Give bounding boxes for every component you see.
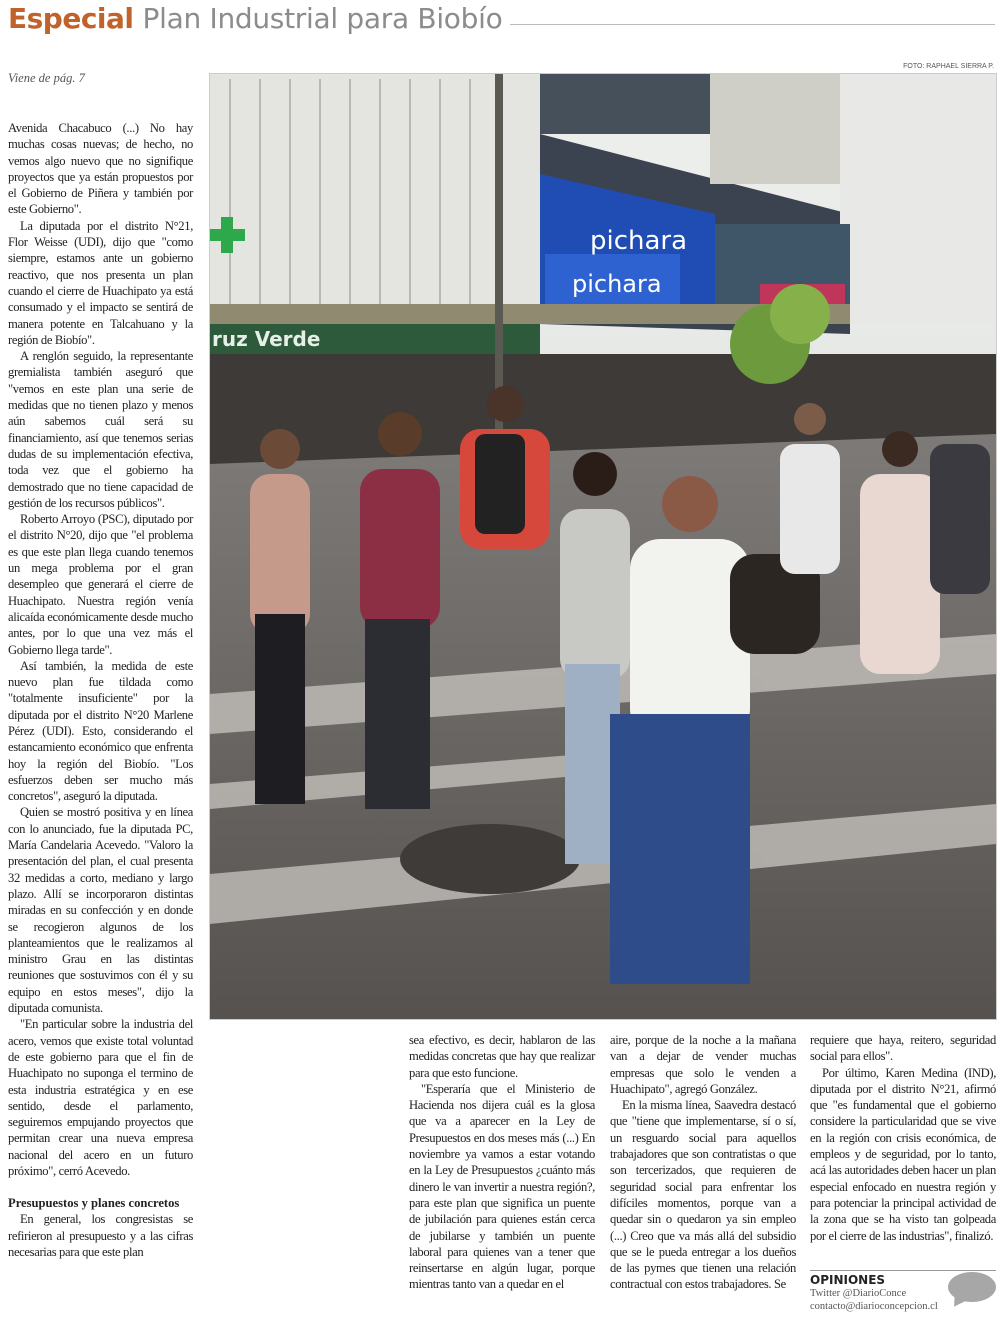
paragraph: sea efectivo, es decir, hablaron de las medidas concretas que hay que realizar para que esto funcione. [409, 1033, 595, 1080]
paragraph: "Esperaría que el Ministerio de Hacienda nos dijera cuál es la glosa que va a aparecer en la Ley de Presupuestos en dos meses más (...) En noviembre ya vamos a estar votando en la Ley de Presupuestos ¿cuánto más dinero le van invertir a nuestra región?, para este plan que significa un puente de jubilación para quienes están cerca de jubilarse y también un puente laboral para quienes van a tener que reinsertarse en algún lugar, porque mientras tanto van a quedar en el [409, 1081, 595, 1292]
section-kicker: Especial [8, 2, 134, 35]
paragraph: Roberto Arroyo (PSC), diputado por el distrito N°20, dijo que "el problema es que este plan llega cuando tenemos un mega problema por el gran desempleo que generará el cierre de Huachipato. Nuestra región venía alicaída económicamente desde mucho antes, por lo que una vez más el Gobierno llega tarde". [8, 512, 193, 657]
paragraph: En la misma línea, Saavedra destacó que "tiene que implementarse, sí o sí, un resguardo social para aquellos trabajadores que son contratistas o que son tercerizados, que requieren de seguridad social para enfrentar los difíciles momentos, porque van a quedar sin o quedaron ya sin empleo (...) Creo que va más allá del subsidio que se le pueda entregar a los dueños de las pymes que tienen una relación contractual con estos trabajadores. Se [610, 1098, 796, 1292]
article-column-2 [409, 1032, 595, 1293]
street-photo [209, 73, 997, 1020]
paragraph: A renglón seguido, la representante gremialista también aseguró que "vemos en este plan una serie de medidas que no tienen plazo y menos aún sabemos cuál será su financiamiento, así que tenemos serias dudas de su implementación efectiva, toda vez que el gobierno ha demostrado que no tiene capacidad de gestión de los recursos públicos". [8, 349, 193, 510]
twitter-handle[interactable]: Twitter @DiarioConce [810, 1288, 907, 1299]
paragraph: Así también, la medida de este nuevo plan fue tildada como "totalmente insuficiente" por la diputada por el distrito N°20 Marlene Pérez (UDI). Esto, considerando el estancamiento económico que enfrenta hoy la región del Biobío. "Los esfuerzos deben ser mucho más concretos", aseguró la diputada. [8, 658, 193, 804]
photo-credit: FOTO: RAPHAEL SIERRA P. [903, 63, 994, 70]
page-header [8, 2, 502, 42]
page-title: Plan Industrial para Biobío [142, 2, 503, 35]
subheading: Presupuestos y planes concretos [8, 1196, 180, 1211]
article-column-1 [8, 120, 193, 1260]
article-column-4 [810, 1032, 996, 1244]
pedestrians-street-image [210, 74, 996, 1019]
header-divider [510, 24, 995, 25]
speech-bubble-icon [948, 1272, 996, 1302]
paragraph: Por último, Karen Medina (IND), diputada por el distrito N°21, afirmó que "es fundamental que el gobierno considere la particularidad que se vive en la región con crisis económica, de empleos y de seguridad, por lo tanto, acá las autoridades deben hacer un plan especial enfocado en nuestra región y para potenciar la principal actividad de la zona que se ha visto tan golpeada por el cierre de las industrias", finalizó. [810, 1065, 996, 1243]
paragraph: Avenida Chacabuco (...) No hay muchas cosas nuevas; de hecho, no vemos algo nuevo que no signifique proyectos que ya están propuestos por el Gobierno de Piñera y también por este Gobierno". [8, 121, 193, 217]
paragraph: Quien se mostró positiva y en línea con lo anunciado, fue la diputada PC, María Candelaria Acevedo. "Valoro la presentación del plan, el cual presenta 32 medidas a corto, mediano y largo plazo. Allí se incorporaron distintas miradas en su confección y en donde se recogieron algunos de los planteamientos que le realizamos al ministro Grau en las distintas reuniones que sostuvimos con él y su equipo en estos meses", dijo la diputada comunista. [8, 805, 193, 1016]
paragraph: La diputada por el distrito N°21, Flor Weisse (UDI), dijo que "como siempre, estamos ante un gobierno reactivo, que nos presenta un plan cuando el cierre de Huachipato ya está consumado y el impacto se sentirá de manera potente en Talcahuano y la región de Biobío". [8, 218, 193, 347]
store-sign-upper: pichara [590, 226, 688, 256]
opinions-title: OPINIONES [810, 1273, 886, 1287]
article-column-3 [610, 1032, 796, 1293]
paragraph: aire, porque de la noche a la mañana van a dejar de vender muchas empresas que solo le venden a Huachipato", agregó González. [610, 1033, 796, 1096]
paragraph: "En particular sobre la industria del acero, vemos que existe total voluntad de este gobierno para que el fin de Huachipato no suponga el termino de esta industria estratégica y en ese sentido, desde el parlamento, seguiremos empujando proyectos que permitan crear una nueva empresa nacional del acero en un futuro próximo", cerró Acevedo. [8, 1017, 193, 1178]
paragraph: En general, los congresistas se refirieron al presupuesto y a las cifras necesarias para que este plan [8, 1212, 193, 1259]
store-sign-lower: pichara [572, 270, 662, 298]
paragraph: requiere que haya, reitero, seguridad social para ellos". [810, 1033, 996, 1064]
pharmacy-sign: ruz Verde [212, 327, 321, 351]
continued-from: Viene de pág. 7 [8, 71, 85, 85]
contact-email[interactable]: contacto@diarioconcepcion.cl [810, 1301, 938, 1312]
